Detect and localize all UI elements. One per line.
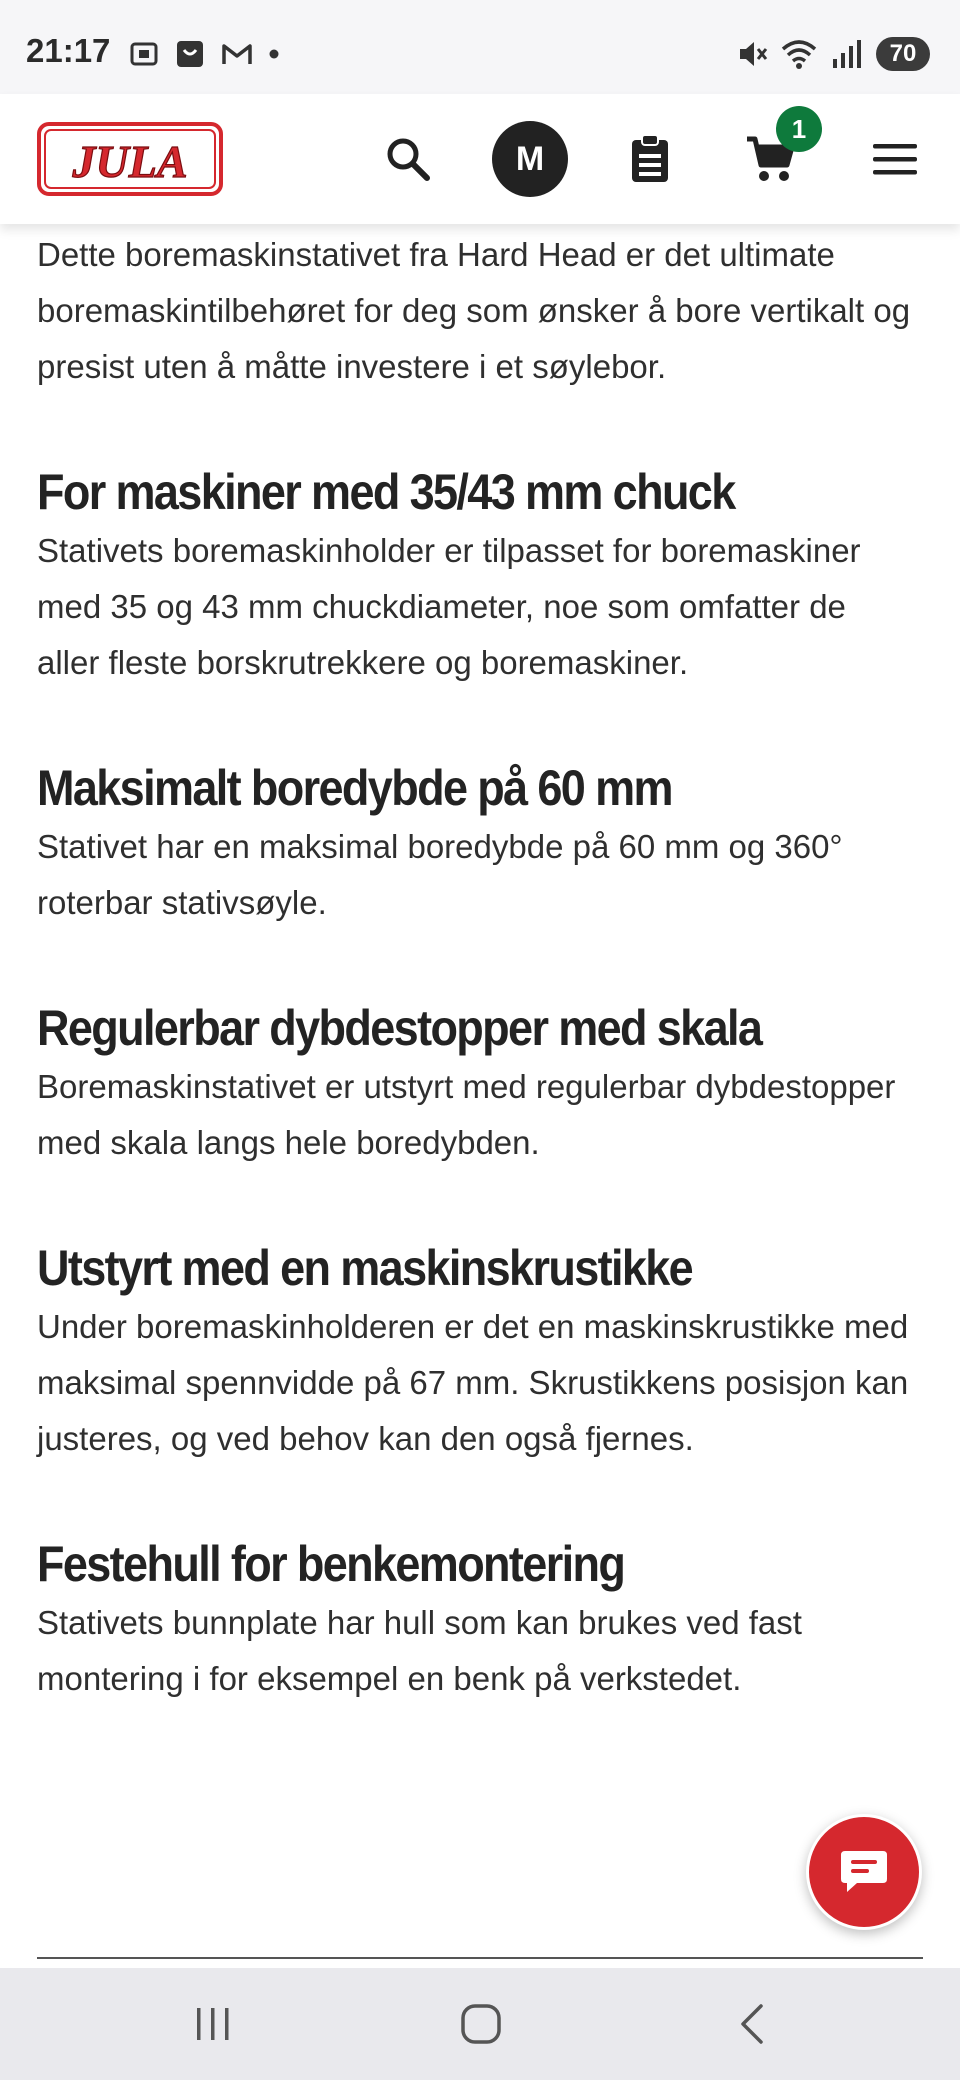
section-chuck [37, 461, 917, 691]
recent-apps-icon [193, 2006, 233, 2042]
section-body: Boremaskinstativet er utstyrt med regulerbar dybdestopper med skala langs hele boredybden. [37, 1068, 896, 1161]
status-icons-right [734, 34, 930, 74]
section-mounting-holes [37, 1533, 917, 1707]
battery-icon [876, 37, 930, 71]
avatar-initial: M [515, 139, 545, 178]
section-body: Stativet har en maksimal boredybde på 60 mm og 360° roterbar stativsøyle. [37, 828, 843, 921]
gmail-icon [220, 38, 254, 70]
section-body: Stativets bunnplate har hull som kan brukes ved fast montering i for eksempel en benk på verkstedet. [37, 1604, 802, 1697]
intro-paragraph: Dette boremaskinstativet fra Hard Head er det ultimate boremaskintilbehøret for deg som ønsker å bore vertikalt og presist uten å måtte investere i et søylebor. [37, 236, 911, 385]
back-chevron-icon [737, 2003, 767, 2045]
mute-icon [734, 37, 768, 71]
cart-count: 1 [791, 113, 807, 144]
home-icon [460, 2003, 502, 2045]
section-heading: Maksimalt boredybde på 60 mm [37, 760, 672, 816]
battery-level: 70 [889, 40, 917, 67]
shopping-list-button[interactable] [610, 94, 690, 224]
system-nav-bar [0, 1968, 960, 2080]
status-bar [0, 0, 960, 94]
section-vise [37, 1237, 917, 1467]
menu-button[interactable] [855, 94, 935, 224]
search-button[interactable] [368, 94, 448, 224]
avatar [492, 121, 568, 197]
section-heading: For maskiner med 35/43 mm chuck [37, 464, 735, 520]
wifi-icon [780, 37, 818, 71]
clipboard-icon [630, 134, 670, 184]
section-divider [37, 1957, 923, 1959]
back-button[interactable] [692, 1968, 812, 2080]
home-button[interactable] [421, 1968, 541, 2080]
cart-button[interactable] [730, 94, 810, 224]
account-button[interactable] [490, 94, 570, 224]
logo-text: JULA [72, 136, 188, 187]
hamburger-menu-icon [872, 142, 918, 176]
section-drill-depth [37, 757, 917, 931]
search-icon [385, 136, 431, 182]
chat-button[interactable] [806, 1814, 922, 1930]
cart-count-badge [776, 106, 822, 152]
jula-logo[interactable] [37, 122, 223, 196]
section-heading: Festehull for benkemontering [37, 1536, 625, 1592]
dot-icon [268, 38, 280, 70]
product-description [37, 224, 917, 1707]
chat-bubble-icon [839, 1849, 889, 1895]
signal-icon [830, 37, 864, 71]
recent-apps-button[interactable] [153, 1968, 273, 2080]
shopping-bag-icon [174, 38, 206, 70]
section-body: Stativets boremaskinholder er tilpasset for boremaskiner med 35 og 43 mm chuckdiameter, noe som omfatter de aller fleste borskrutrekkere og boremaskiner. [37, 532, 861, 681]
section-heading: Utstyrt med en maskinskrustikke [37, 1240, 693, 1296]
screenshot-icon [128, 38, 160, 70]
status-time: 21:17 [26, 32, 111, 69]
app-header [0, 94, 960, 224]
status-icons-left [128, 36, 280, 72]
section-heading: Regulerbar dybdestopper med skala [37, 1000, 762, 1056]
section-body: Under boremaskinholderen er det en maskinskrustikke med maksimal spennvidde på 67 mm. Skrustikkens posisjon kan justeres, og ved behov kan den også fjernes. [37, 1308, 909, 1457]
section-depth-stop [37, 997, 917, 1171]
